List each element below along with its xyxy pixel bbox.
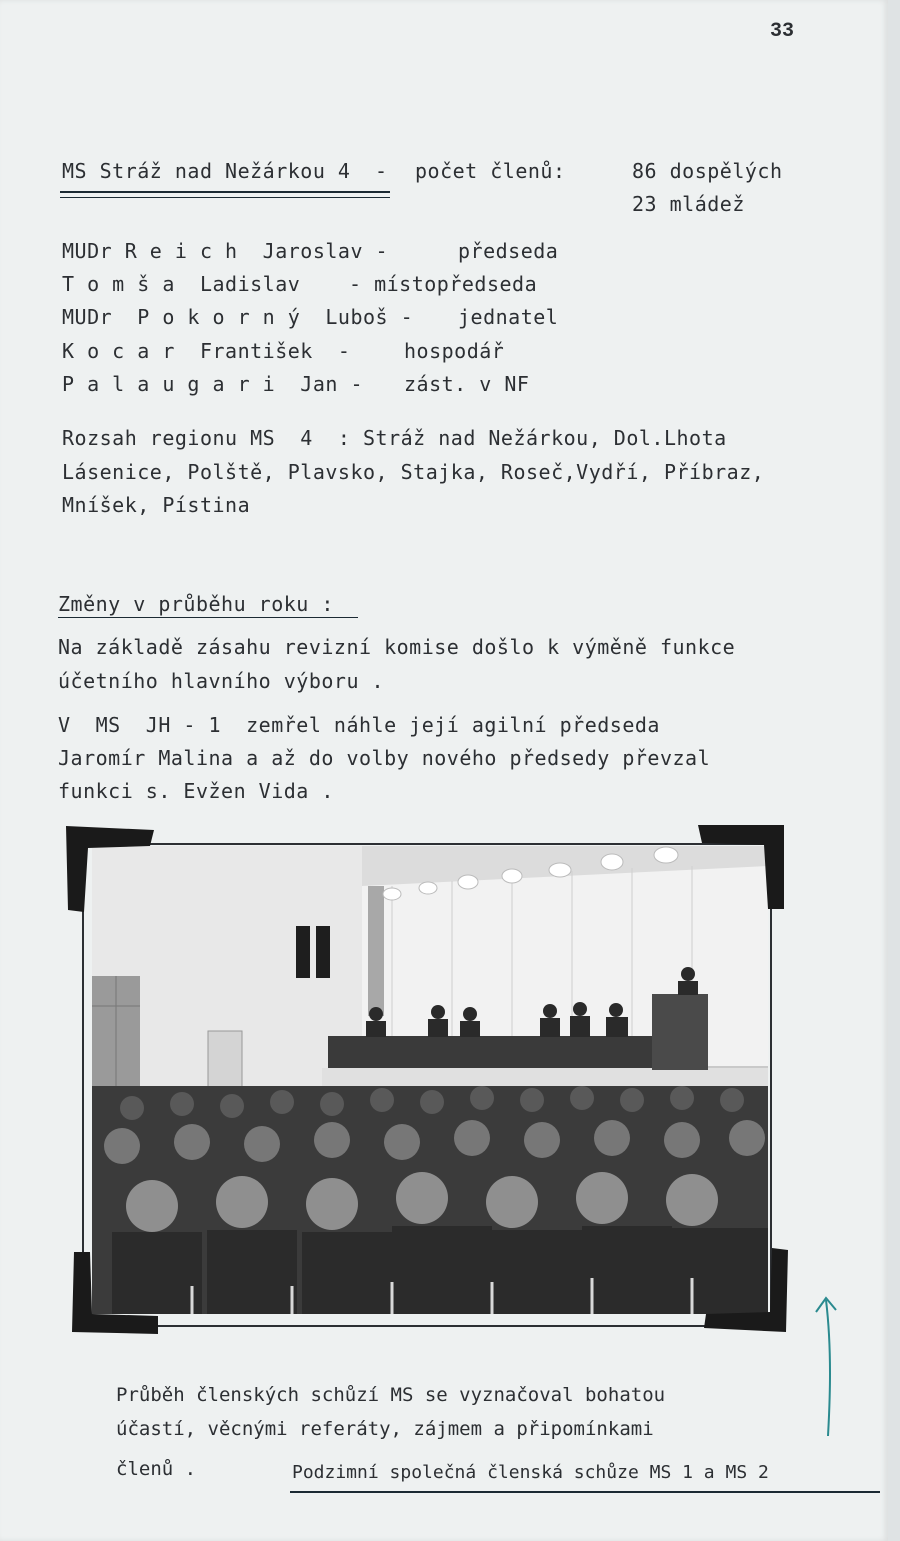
photo-corner-top-left bbox=[66, 826, 156, 914]
members-adults: 86 dospělých bbox=[632, 159, 783, 183]
summary-line-2: účastí, věcnými referáty, zájmem a připomínkami bbox=[116, 1418, 654, 1440]
changes-underline bbox=[58, 617, 358, 618]
changes-p2-line-3: funkci s. Evžen Vida . bbox=[58, 779, 334, 803]
changes-p1-line-2: účetního hlavního výboru . bbox=[58, 669, 385, 693]
photo-caption: Podzimní společná členská schůze MS 1 a MS 2 bbox=[292, 1462, 769, 1483]
teal-frame-top bbox=[82, 843, 772, 845]
changes-p2-line-1: V MS JH - 1 zemřel náhle její agilní předseda bbox=[58, 713, 660, 737]
changes-p2-line-2: Jaromír Malina a až do volby nového předsedy převzal bbox=[58, 746, 711, 770]
region-line-2: Lásenice, Polště, Plavsko, Stajka, Roseč,Vydří, Příbraz, bbox=[62, 460, 765, 484]
header-underline-2 bbox=[60, 197, 390, 198]
members-label: počet členů: bbox=[415, 159, 566, 183]
officer-1-name: MUDr R e i c h Jaroslav - bbox=[62, 239, 389, 263]
photo-corner-bottom-left bbox=[72, 1252, 162, 1336]
officer-4-role: hospodář bbox=[404, 339, 505, 363]
summary-line-1: Průběh členských schůzí MS se vyznačoval bohatou bbox=[116, 1384, 666, 1406]
summary-line-3: členů . bbox=[116, 1458, 197, 1480]
region-line-1: Rozsah regionu MS 4 : Stráž nad Nežárkou, Dol.Lhota bbox=[62, 426, 727, 450]
officer-4-name: K o c a r František - bbox=[62, 339, 351, 363]
members-youth: 23 mládež bbox=[632, 192, 745, 216]
officer-1-role: předseda bbox=[458, 239, 559, 263]
teal-frame-bottom bbox=[82, 1325, 772, 1327]
meeting-photo bbox=[92, 846, 768, 1314]
header-underline bbox=[60, 191, 390, 193]
officer-5-name: P a l a u g a r i Jan - bbox=[62, 372, 363, 396]
org-name: MS Stráž nad Nežárkou 4 bbox=[62, 159, 351, 183]
changes-p1-line-1: Na základě zásahu revizní komise došlo k výměně funkce bbox=[58, 635, 736, 659]
caption-underline bbox=[290, 1491, 880, 1493]
officer-3-name: MUDr P o k o r n ý Luboš - bbox=[62, 305, 414, 329]
officer-2-role: - místopředseda bbox=[349, 272, 538, 296]
officer-3-role: jednatel bbox=[458, 305, 559, 329]
page-number: 33 bbox=[770, 20, 795, 43]
officer-2-name: T o m š a Ladislav bbox=[62, 272, 301, 296]
header-dash: - bbox=[375, 159, 388, 183]
arrow-up-icon bbox=[808, 1290, 848, 1440]
officer-5-role: zást. v NF bbox=[404, 372, 530, 396]
region-line-3: Mníšek, Pístina bbox=[62, 493, 251, 517]
photo-corner-top-right bbox=[696, 823, 786, 911]
photo-corner-bottom-right bbox=[704, 1248, 790, 1334]
changes-heading: Změny v průběhu roku : bbox=[58, 592, 334, 616]
